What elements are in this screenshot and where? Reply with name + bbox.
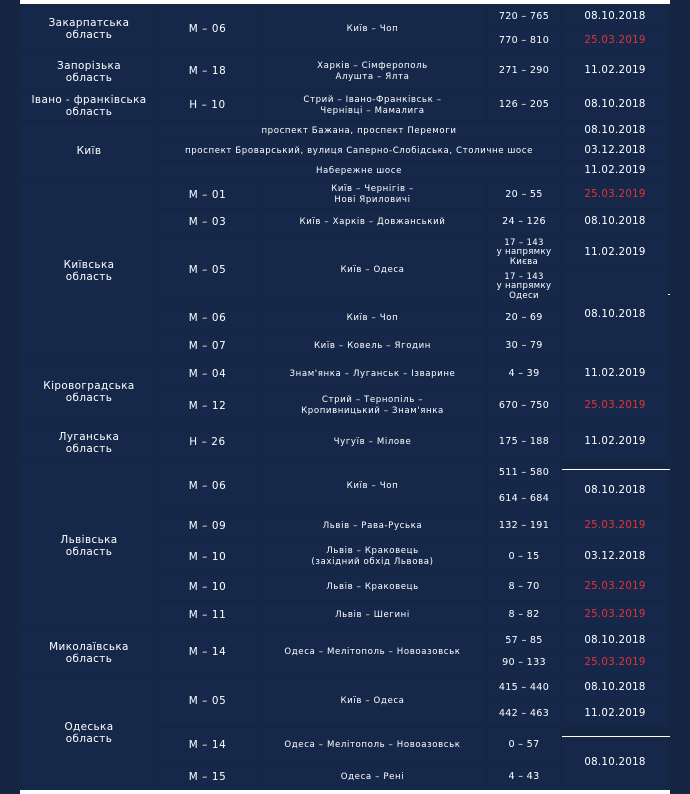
street-names: проспект Броварський, вулиця Саперно-Слобідська, Столичне шосе	[158, 142, 560, 160]
repair-date: 08.10.2018	[562, 737, 668, 790]
route-name: Одеса – Мелітополь – Новоазовськ	[259, 728, 486, 762]
region-cell: Київ	[22, 122, 156, 180]
road-number: М – 14	[158, 728, 257, 762]
km-range: 20 – 55	[488, 182, 560, 208]
road-number: М – 01	[158, 182, 257, 208]
route-name: Стрий – Тернопіль – Кропивницький – Знам'янка	[259, 389, 486, 423]
repair-date: 08.10.2018	[562, 210, 668, 235]
road-number: М – 12	[158, 389, 257, 423]
route-name: Київ – Чоп	[259, 6, 486, 52]
km-range: 770 – 810	[488, 30, 560, 52]
road-number: Н – 26	[158, 425, 257, 460]
route-name: Стрий – Івано-Франківськ – Чернівці – Мамалига	[259, 91, 486, 120]
km-range: 670 – 750	[488, 389, 560, 423]
route-name: Київ – Чоп	[259, 462, 486, 511]
road-number: М – 06	[158, 6, 257, 52]
road-number: М – 10	[158, 575, 257, 600]
repair-date: 08.10.2018	[562, 471, 668, 511]
km-range: 17 – 143 у напрямку Києва	[488, 237, 560, 269]
route-name: Одеса – Мелітополь – Новоазовськ	[259, 631, 486, 674]
km-range: 126 – 205	[488, 91, 560, 120]
km-range: 0 – 57	[488, 728, 560, 762]
km-range: 24 – 126	[488, 210, 560, 235]
street-names: Набережне шосе	[158, 162, 560, 180]
region-cell: Закарпатська область	[22, 6, 156, 52]
repair-date: 25.03.2019	[562, 575, 668, 600]
route-name: Київ – Одеса	[259, 237, 486, 303]
road-number: М – 10	[158, 541, 257, 573]
region-cell: Миколаївська область	[22, 631, 156, 674]
route-name: Львів – Краковець (західний обхід Львова)	[259, 541, 486, 573]
region-cell: Одеська область	[22, 676, 156, 790]
km-range: 4 – 43	[488, 764, 560, 790]
km-range: 415 – 440	[488, 676, 560, 700]
km-range: 90 – 133	[488, 653, 560, 674]
road-number: М – 15	[158, 764, 257, 790]
region-cell: Кіровоградська область	[22, 361, 156, 423]
repair-date: 03.12.2018	[562, 541, 668, 573]
km-range: 175 – 188	[488, 425, 560, 460]
route-name: Львів – Краковець	[259, 575, 486, 600]
repair-date: 25.03.2019	[562, 389, 668, 423]
road-number: Н – 10	[158, 91, 257, 120]
repair-date: 08.10.2018	[562, 122, 668, 140]
repair-date: 08.10.2018	[562, 271, 668, 359]
route-name: Львів – Шегині	[259, 602, 486, 629]
repair-date: 11.02.2019	[562, 162, 668, 180]
repair-date: 08.10.2018	[562, 91, 668, 120]
road-number: М – 05	[158, 237, 257, 303]
repair-date: 11.02.2019	[562, 702, 668, 726]
route-name: Чугуїв – Мілове	[259, 425, 486, 460]
km-range: 8 – 70	[488, 575, 560, 600]
region-cell: Львівська область	[22, 462, 156, 629]
km-range: 17 – 143 у напрямку Одеси	[488, 271, 560, 303]
repair-date: 11.02.2019	[562, 54, 668, 89]
route-name: Київ – Одеса	[259, 676, 486, 726]
repair-date: 25.03.2019	[562, 182, 668, 208]
km-range: 20 – 69	[488, 305, 560, 331]
route-name: Київ – Харків – Довжанський	[259, 210, 486, 235]
road-number: М – 11	[158, 602, 257, 629]
km-range: 132 – 191	[488, 513, 560, 539]
repair-date: 25.03.2019	[562, 653, 668, 674]
region-cell: Івано - франківська область	[22, 91, 156, 120]
route-name: Львів – Рава-Руська	[259, 513, 486, 539]
road-number: М – 06	[158, 462, 257, 511]
km-range: 442 – 463	[488, 702, 560, 726]
km-range: 30 – 79	[488, 333, 560, 359]
km-range: 511 – 580	[488, 462, 560, 485]
km-range: 0 – 15	[488, 541, 560, 573]
road-number: М – 05	[158, 676, 257, 726]
repair-date: 11.02.2019	[562, 237, 668, 269]
route-name: Київ – Ковель – Ягодин	[259, 333, 486, 359]
repair-date: 08.10.2018	[562, 6, 668, 28]
region-cell: Запорізька область	[22, 54, 156, 89]
repair-date: 08.10.2018	[562, 676, 668, 700]
repair-date: 03.12.2018	[562, 142, 668, 160]
km-range: 720 – 765	[488, 6, 560, 28]
road-number: М – 14	[158, 631, 257, 674]
route-name: Харків – Сімферополь Алушта – Ялта	[259, 54, 486, 89]
km-range: 4 – 39	[488, 361, 560, 387]
road-number: М – 18	[158, 54, 257, 89]
route-name: Київ – Чоп	[259, 305, 486, 331]
route-name: Знам'янка – Луганськ – Ізварине	[259, 361, 486, 387]
route-name: Одеса – Рені	[259, 764, 486, 790]
km-range: 57 – 85	[488, 631, 560, 651]
repair-date: 25.03.2019	[562, 30, 668, 52]
repair-date: 08.10.2018	[562, 631, 668, 651]
km-range: 614 – 684	[488, 487, 560, 511]
road-number: М – 06	[158, 305, 257, 331]
km-range: 271 – 290	[488, 54, 560, 89]
repair-date: 11.02.2019	[562, 361, 668, 387]
km-range: 8 – 82	[488, 602, 560, 629]
route-name: Київ – Чернігів – Нові Яриловичі	[259, 182, 486, 208]
repair-date: 25.03.2019	[562, 602, 668, 629]
road-number: М – 03	[158, 210, 257, 235]
region-cell: Київська область	[22, 182, 156, 359]
region-cell: Луганська область	[22, 425, 156, 460]
road-number: М – 09	[158, 513, 257, 539]
repair-date: 25.03.2019	[562, 513, 668, 539]
road-number: М – 04	[158, 361, 257, 387]
road-number: М – 07	[158, 333, 257, 359]
repair-date: 11.02.2019	[562, 425, 668, 460]
street-names: проспект Бажана, проспект Перемоги	[158, 122, 560, 140]
